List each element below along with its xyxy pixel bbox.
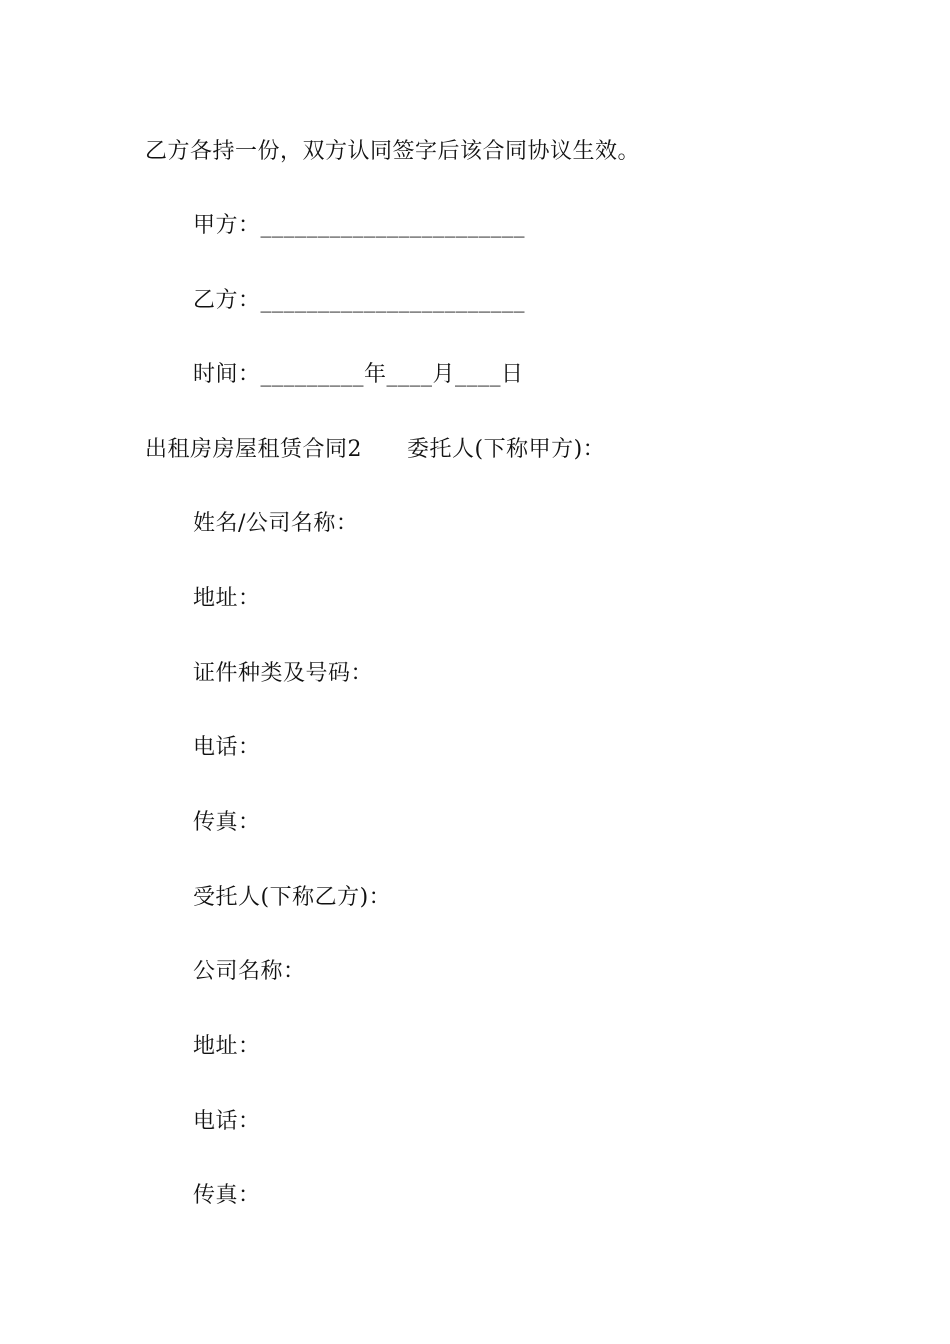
date-line: 时间：_________年____月____日 — [193, 362, 524, 387]
agent-phone-field: 电话： — [193, 1109, 261, 1134]
principal-phone-field: 电话： — [193, 735, 261, 760]
agent-heading: 受托人(下称乙方)： — [193, 885, 392, 910]
contract-effective-clause: 乙方各持一份，双方认同签字后该合同协议生效。 — [145, 139, 641, 164]
agent-company-field: 公司名称： — [193, 959, 306, 984]
principal-fax-field: 传真： — [193, 810, 261, 835]
contract-2-heading: 出租房房屋租赁合同2 委托人(下称甲方)： — [145, 437, 606, 462]
agent-fax-field: 传真： — [193, 1183, 261, 1208]
party-b-signature-line: 乙方：_______________________ — [193, 288, 526, 313]
principal-name-field: 姓名/公司名称： — [193, 511, 359, 536]
principal-address-field: 地址： — [193, 586, 261, 611]
party-a-signature-line: 甲方：_______________________ — [193, 213, 526, 238]
principal-id-field: 证件种类及号码： — [193, 661, 374, 686]
agent-address-field: 地址： — [193, 1034, 261, 1059]
